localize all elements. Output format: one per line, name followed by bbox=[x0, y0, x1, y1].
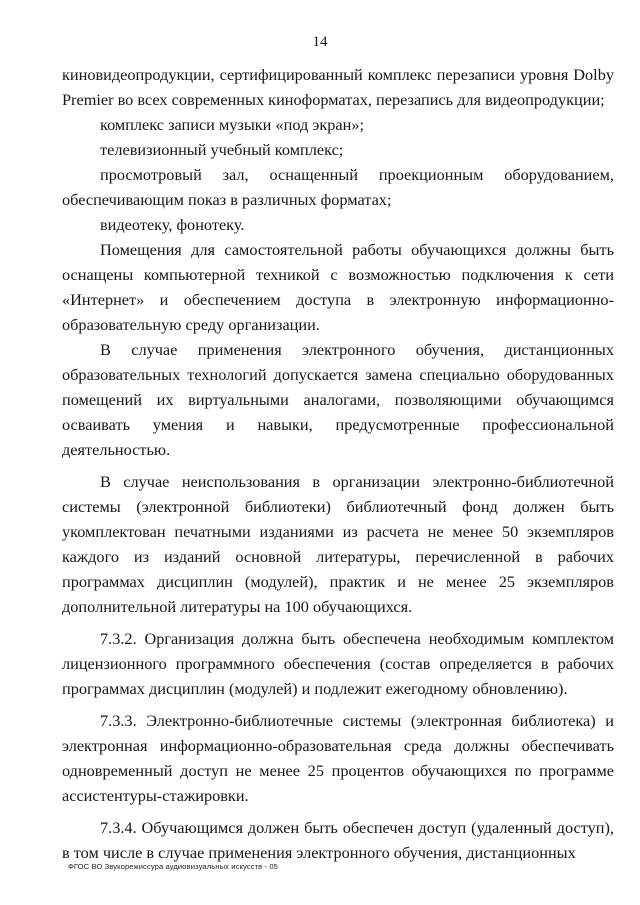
paragraph-distance-learning: В случае применения электронного обучения, дистанционных образовательных технологий допускается замена специально оборудованных помещений их виртуальными аналогами, позволяющими обучающимся осваивать умения и навыки, предусмотренные профессиональной деятельностью. bbox=[62, 340, 614, 459]
page-number: 14 bbox=[312, 34, 328, 50]
paragraph-library-fund: В случае неиспользования в организации электронно-библиотечной системы (электронной библиотеки) библиотечный фонд должен быть укомплектован печатными изданиями из расчета не менее 50 экземпляров каждого из изданий основной литературы, перечисленной в рабочих программах дисциплин (модулей), практик и не менее 25 экземпляров дополнительной литературы на 100 обучающихся. bbox=[62, 472, 614, 616]
list-item-tv-complex: телевизионный учебный комплекс; bbox=[100, 140, 344, 159]
paragraph-7-3-3: 7.3.3. Электронно-библиотечные системы (электронная библиотека) и электронная информационно-образовательная среда должны обеспечивать одновременный доступ не менее 25 процентов обучающихся по программе ассистентуры-стажировки. bbox=[62, 711, 614, 805]
list-item-video-library: видеотеку, фонотеку. bbox=[100, 215, 245, 234]
paragraph-self-study-rooms: Помещения для самостоятельной работы обучающихся должны быть оснащены компьютерной техникой с возможностью подключения к сети «Интернет» и обеспечением доступа в электронную информационно-образовательную среду организации. bbox=[62, 240, 614, 334]
list-item-screening-hall: просмотровый зал, оснащенный проекционным оборудованием, обеспечивающим показ в различных форматах; bbox=[62, 165, 614, 209]
document-body bbox=[62, 62, 614, 865]
page-footer: ФГОС ВО Звукорежиссура аудиовизуальных искусств - 05 bbox=[68, 862, 279, 871]
paragraph-7-3-4: 7.3.4. Обучающимся должен быть обеспечен доступ (удаленный доступ), в том числе в случае применения электронного обучения, дистанционных bbox=[62, 818, 614, 862]
paragraph-continuation: киновидеопродукции, сертифицированный комплекс перезаписи уровня Dolby Premier во всех современных киноформатах, перезапись для видеопродукции; bbox=[62, 65, 614, 109]
list-item-music-recording: комплекс записи музыки «под экран»; bbox=[100, 115, 364, 134]
paragraph-7-3-2: 7.3.2. Организация должна быть обеспечена необходимым комплектом лицензионного программного обеспечения (состав определяется в рабочих программах дисциплин (модулей) и подлежит ежегодному обновлению). bbox=[62, 629, 614, 698]
